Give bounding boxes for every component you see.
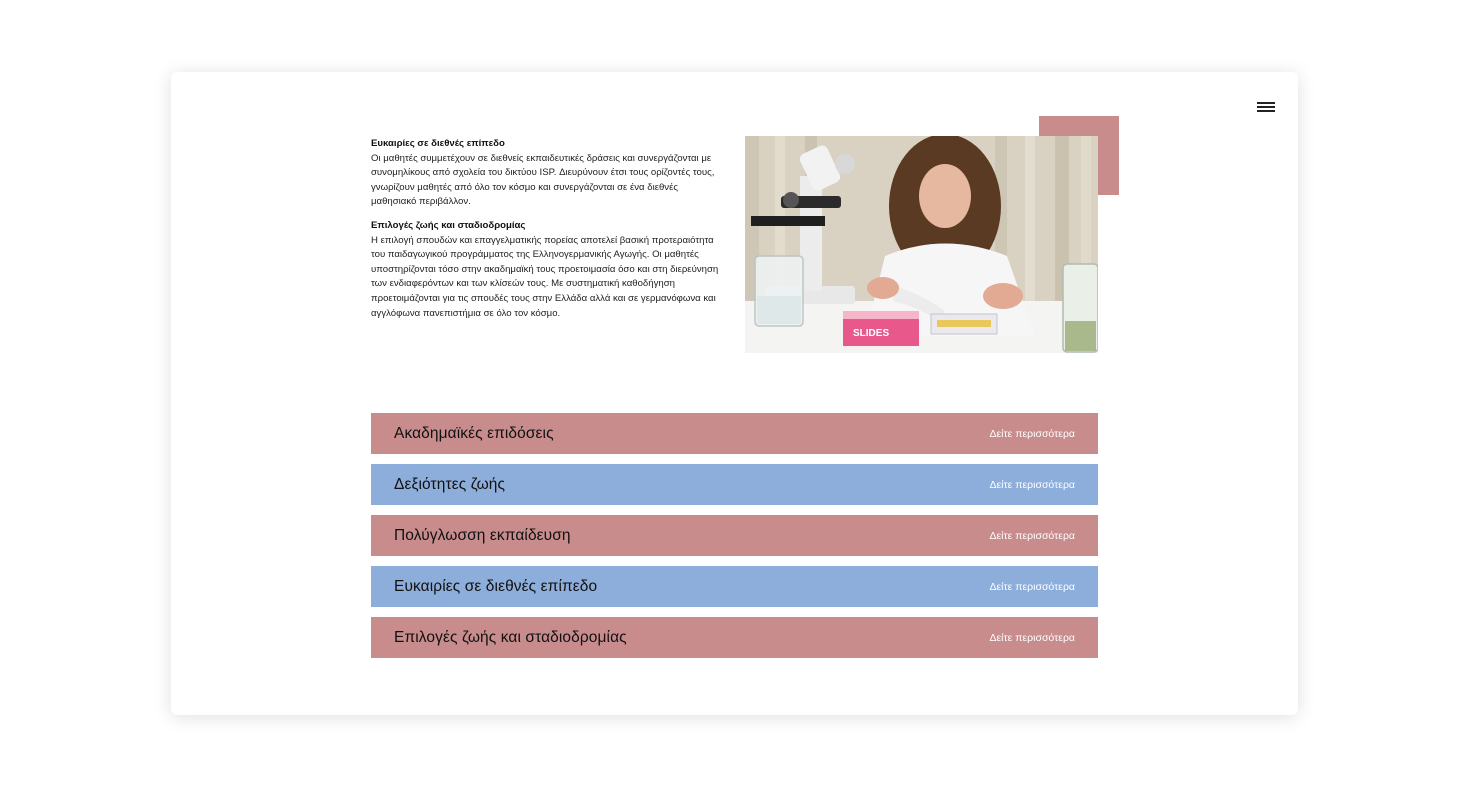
link-title: Πολύγλωσση εκπαίδευση xyxy=(394,526,571,544)
link-multilingual-education[interactable] xyxy=(371,515,1098,556)
lab-student-photo xyxy=(745,136,1098,353)
see-more-link[interactable]: Δείτε περισσότερα xyxy=(989,631,1075,644)
content-card xyxy=(171,72,1298,715)
slides-box-label: SLIDES xyxy=(853,328,890,339)
section-heading-career: Επιλογές ζωής και σταδιοδρομίας xyxy=(371,219,526,231)
section-body-international: Οι μαθητές συμμετέχουν σε διεθνείς εκπαιδευτικές δράσεις και συνεργάζονται με συνομηλίκους από σχολεία του δικτύου ISP. Διευρύνουν έτσι τους ορίζοντές τους, γνωρίζουν μαθητές από όλο τον κόσμο και συνεργάζονται σε ένα διεθνές μαθησιακό περιβάλλον. xyxy=(371,152,715,208)
link-title: Ευκαιρίες σε διεθνές επίπεδο xyxy=(394,577,598,595)
see-more-link[interactable]: Δείτε περισσότερα xyxy=(989,529,1075,542)
link-international-opportunities[interactable] xyxy=(371,566,1098,607)
see-more-link[interactable]: Δείτε περισσότερα xyxy=(989,478,1075,491)
hamburger-menu-icon[interactable] xyxy=(1257,102,1275,112)
see-more-link[interactable]: Δείτε περισσότερα xyxy=(989,427,1075,440)
see-more-link[interactable]: Δείτε περισσότερα xyxy=(989,580,1075,593)
link-life-skills[interactable] xyxy=(371,464,1098,505)
link-academic-performance[interactable] xyxy=(371,413,1098,454)
link-title: Ακαδημαϊκές επιδόσεις xyxy=(394,424,554,442)
topic-link-list xyxy=(371,413,1098,668)
link-title: Επιλογές ζωής και σταδιοδρομίας xyxy=(394,628,627,646)
text-column xyxy=(371,137,726,330)
link-life-career-choices[interactable] xyxy=(371,617,1098,658)
section-body-career: Η επιλογή σπουδών και επαγγελματικής πορείας αποτελεί βασική προτεραιότητα του παιδαγωγικού προγράμματος της Ελληνογερμανικής Αγωγής. Οι μαθητές υποστηρίζονται τόσο στην ακαδημαϊκή τους προετοιμασία όσο και στη διερεύνηση των ενδιαφερόντων και των κλίσεών τους. Με συστηματική καθοδήγηση προετοιμάζονται για τις σπουδές τους στην Ελλάδα αλλά και σε γερμανόφωνα και αγγλόφωνα πανεπιστήμια σε όλο τον κόσμο. xyxy=(371,234,719,319)
section-heading-international: Ευκαιρίες σε διεθνές επίπεδο xyxy=(371,138,505,149)
link-title: Δεξιότητες ζωής xyxy=(394,475,506,493)
